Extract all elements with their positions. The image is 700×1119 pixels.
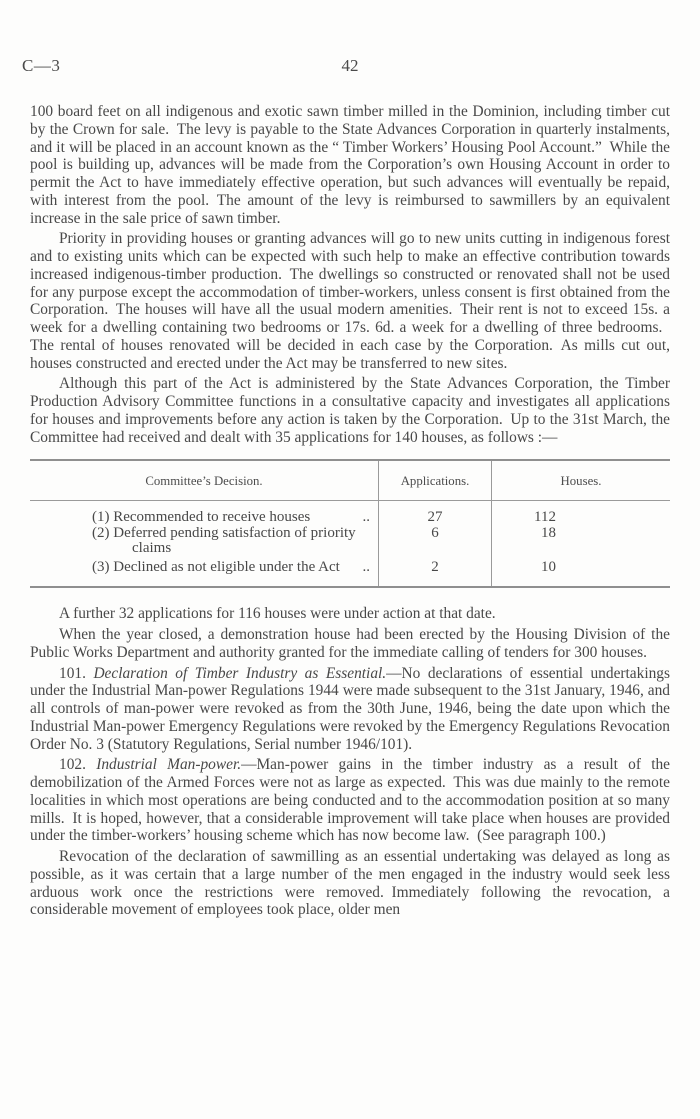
- page-number: 42: [341, 56, 359, 75]
- section-102: [30, 756, 670, 845]
- section-title: Industrial Man-power.: [96, 756, 242, 774]
- table-row-continuation: [92, 541, 370, 557]
- table-column-applications: [378, 501, 491, 586]
- paragraph-revocation: Revocation of the declaration of sawmilling as an essential undertaking was delayed as long as possible, as it was certain that a large number of the men engaged in the industry would seek less arduous work once the restrictions were removed. Immediately following the revocation, a considerable movement of employees took place, older men: [30, 848, 670, 919]
- applications-value: 27: [427, 509, 443, 526]
- decision-text: claims: [132, 540, 172, 557]
- section-number: 101.: [59, 664, 86, 682]
- section-number: 102.: [59, 756, 86, 774]
- decision-text: (1) Recommended to receive houses: [92, 509, 311, 526]
- houses-value: 18: [541, 524, 556, 541]
- houses-value: 112: [534, 509, 556, 526]
- section-body: —Man-power gains in the timber industry as a result of the demobilization of the Armed Forces were not as large as expected. This was due mainly to the remote localities in which most operations are being conducted and to the accommodation position at so many mills. It is hoped, however, that a considerable improvement will take place when houses are provided under the timber-workers’ housing scheme which has now become law. (See paragraph 100.): [30, 756, 670, 845]
- applications-value: 6: [431, 524, 439, 541]
- houses-value: 10: [541, 558, 556, 575]
- paragraph-levy: 100 board feet on all indigenous and exotic sawn timber milled in the Dominion, including timber cut by the Crown for sale. The levy is payable to the State Advances Corporation in quarterly instalments, and it will be placed in an account known as the “ Timber Workers’ Housing Pool Account.” While the pool is building up, advances will be made from the Corporation’s own Housing Account in order to permit the Act to have immediately effective operation, but such advances will eventually be repaid, with interest from the pool. The amount of the levy is reimbursed to sawmillers by an equivalent increase in the sale price of sawn timber.: [30, 103, 670, 227]
- decision-text: (2) Deferred pending satisfaction of priority: [92, 524, 356, 541]
- table-column-houses: [491, 501, 670, 586]
- applications-table: [30, 459, 670, 588]
- table-row: [92, 526, 370, 542]
- table-row: [92, 560, 370, 576]
- table-header-applications: Applications.: [378, 461, 491, 501]
- leader-dots: ..: [362, 558, 370, 575]
- section-101: [30, 665, 670, 754]
- page-header: [0, 56, 700, 80]
- table-row: [92, 510, 370, 526]
- section-title: Declaration of Timber Industry as Essential.: [93, 664, 387, 682]
- paragraph-priority: Priority in providing houses or granting advances will go to new units cutting in indigenous forest and to existing units which can be expected with such help to make an effective contribution towards increased indigenous-timber production. The dwellings so constructed or renovated shall not be used for any purpose except the accommodation of timber-workers, unless consent is first obtained from the Corporation. The houses will have all the usual modern amenities. Their rent is not to exceed 15s. a week for a dwelling containing two bedrooms or 17s. 6d. a week for a dwelling of three bedrooms. The rental of houses renovated will be decided in each case by the Corporation. As mills cut out, houses constructed and erected under the Act may be transferred to new sites.: [30, 230, 670, 372]
- applications-value: 2: [431, 558, 439, 575]
- empty-line: [492, 541, 556, 557]
- paragraph-committee: Although this part of the Act is administered by the State Advances Corporation, the Timber Production Advisory Committee functions in a consultative capacity and investigates all applications for houses and improvements before any action is taken by the Corporation. Up to the 31st March, the Committee had received and dealt with 35 applications for 140 houses, as follows :—: [30, 375, 670, 446]
- empty-line: [379, 541, 491, 557]
- page-body: [30, 103, 670, 919]
- table-column-decisions: [30, 501, 378, 586]
- leader-dots: ..: [362, 509, 370, 526]
- table-header-houses: Houses.: [491, 461, 670, 501]
- paragraph-year-closed: When the year closed, a demonstration house had been erected by the Housing Division of the Public Works Department and authority granted for the immediate calling of tenders for 300 houses.: [30, 626, 670, 661]
- decision-text: (3) Declined as not eligible under the Act: [92, 558, 340, 575]
- paragraph-further: A further 32 applications for 116 houses were under action at that date.: [59, 605, 496, 623]
- section-body: —No declarations of essential undertakings under the Industrial Man-power Regulations 1944 were made subsequent to the 31st January, 1946, and all controls of man-power were revoked as from the 30th June, 1946, being the date upon which the Industrial Man-power Emergency Regulations were revoked by the Emergency Regulations Revocation Order No. 3 (Statutory Regulations, Serial number 1946/101).: [30, 664, 670, 753]
- table-header-decision: Committee’s Decision.: [30, 461, 378, 501]
- report-code: C—3: [22, 56, 61, 75]
